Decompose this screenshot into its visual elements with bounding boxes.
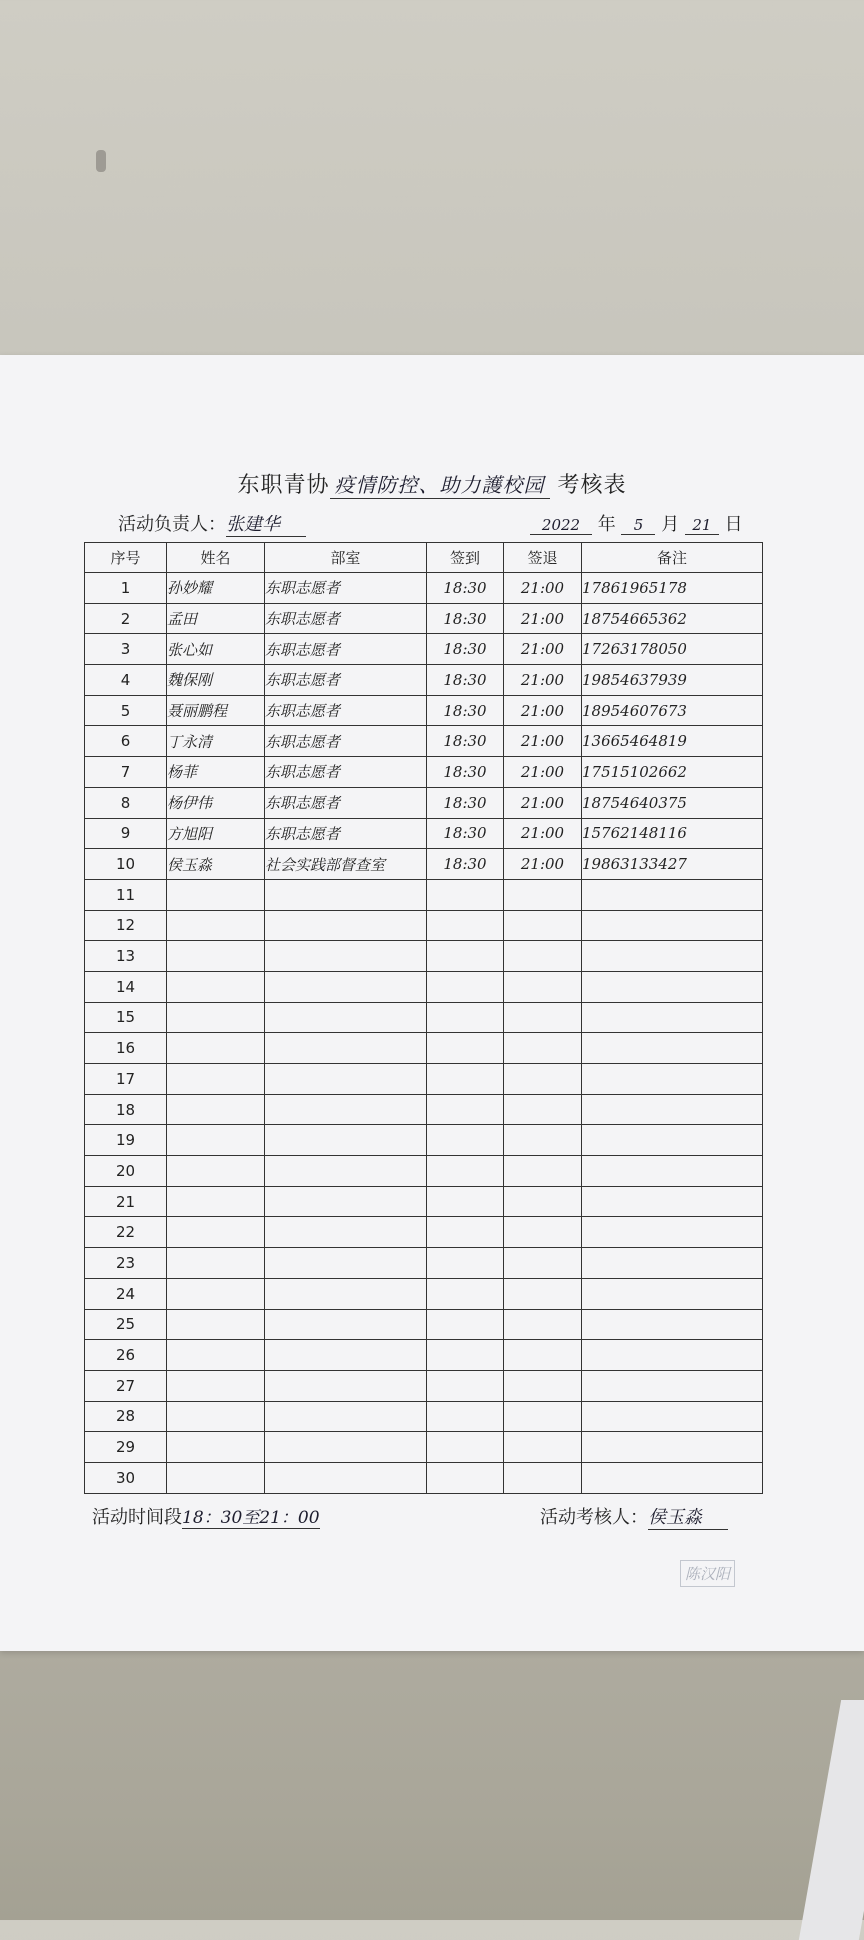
row-sign-in	[427, 1462, 504, 1493]
row-name	[167, 1002, 265, 1033]
table-row	[85, 695, 763, 726]
row-index: 5	[85, 695, 167, 726]
row-name	[167, 971, 265, 1002]
row-sign-in	[427, 910, 504, 941]
row-name	[167, 941, 265, 972]
row-sign-out: 21:00	[504, 818, 582, 849]
row-sign-in	[427, 1248, 504, 1279]
table-row	[85, 665, 763, 696]
row-sign-in	[427, 1217, 504, 1248]
form-title	[0, 468, 864, 499]
row-sign-out	[504, 1094, 582, 1125]
row-name	[167, 1278, 265, 1309]
row-index: 18	[85, 1094, 167, 1125]
reviewer-signature: 侯玉淼	[648, 1503, 728, 1530]
row-index: 20	[85, 1156, 167, 1187]
row-name: 聂丽鹏程	[167, 695, 265, 726]
row-sign-in	[427, 1064, 504, 1095]
row-name: 孟田	[167, 603, 265, 634]
row-department	[265, 1186, 427, 1217]
row-name	[167, 1033, 265, 1064]
table-row	[85, 1064, 763, 1095]
row-remarks: 18754665362	[582, 603, 763, 634]
table-row	[85, 1186, 763, 1217]
row-name	[167, 1401, 265, 1432]
row-index: 1	[85, 573, 167, 604]
row-sign-out	[504, 1033, 582, 1064]
row-department	[265, 1248, 427, 1279]
leader-name-handwritten: 张建华	[226, 510, 306, 537]
row-remarks: 17263178050	[582, 634, 763, 665]
header-name: 姓名	[167, 543, 265, 573]
row-sign-out	[504, 1432, 582, 1463]
table-row	[85, 1401, 763, 1432]
row-sign-in	[427, 1432, 504, 1463]
row-name: 丁永清	[167, 726, 265, 757]
reviewer-label: 活动考核人：	[540, 1507, 648, 1528]
row-department	[265, 1002, 427, 1033]
row-sign-in	[427, 1370, 504, 1401]
row-index: 7	[85, 757, 167, 788]
time-label: 活动时间段	[92, 1507, 182, 1528]
row-index: 17	[85, 1064, 167, 1095]
header-index: 序号	[85, 543, 167, 573]
row-sign-out	[504, 1248, 582, 1279]
table-row	[85, 757, 763, 788]
table-row	[85, 1278, 763, 1309]
row-sign-in	[427, 1033, 504, 1064]
row-index: 25	[85, 1309, 167, 1340]
table-row	[85, 603, 763, 634]
time-period-row	[92, 1503, 320, 1529]
row-name	[167, 1340, 265, 1371]
row-remarks	[582, 1370, 763, 1401]
row-sign-in: 18:30	[427, 634, 504, 665]
row-sign-in: 18:30	[427, 757, 504, 788]
row-department	[265, 941, 427, 972]
row-remarks	[582, 1156, 763, 1187]
row-sign-in: 18:30	[427, 849, 504, 880]
row-sign-in	[427, 941, 504, 972]
row-remarks: 13665464819	[582, 726, 763, 757]
row-department	[265, 879, 427, 910]
table-row	[85, 634, 763, 665]
row-sign-out	[504, 1125, 582, 1156]
table-row	[85, 1432, 763, 1463]
row-sign-in: 18:30	[427, 573, 504, 604]
date-day: 21	[685, 516, 719, 535]
row-sign-out	[504, 1370, 582, 1401]
row-remarks	[582, 1462, 763, 1493]
table-row	[85, 1462, 763, 1493]
row-remarks: 18954607673	[582, 695, 763, 726]
row-sign-in	[427, 971, 504, 1002]
row-index: 12	[85, 910, 167, 941]
row-index: 10	[85, 849, 167, 880]
row-sign-in	[427, 1340, 504, 1371]
day-label: 日	[724, 514, 743, 535]
row-department	[265, 1370, 427, 1401]
row-sign-out: 21:00	[504, 573, 582, 604]
row-index: 19	[85, 1125, 167, 1156]
row-remarks	[582, 971, 763, 1002]
row-sign-in: 18:30	[427, 787, 504, 818]
row-sign-out: 21:00	[504, 787, 582, 818]
row-remarks	[582, 910, 763, 941]
row-sign-in: 18:30	[427, 726, 504, 757]
row-remarks	[582, 879, 763, 910]
row-remarks: 17861965178	[582, 573, 763, 604]
row-name: 杨菲	[167, 757, 265, 788]
row-department: 东职志愿者	[265, 818, 427, 849]
row-index: 4	[85, 665, 167, 696]
row-sign-out	[504, 1064, 582, 1095]
row-sign-out	[504, 941, 582, 972]
row-sign-in	[427, 1309, 504, 1340]
row-sign-out	[504, 1217, 582, 1248]
row-department: 东职志愿者	[265, 665, 427, 696]
row-department: 东职志愿者	[265, 573, 427, 604]
row-sign-out: 21:00	[504, 695, 582, 726]
reviewer-row	[540, 1503, 728, 1530]
title-prefix: 东职青协	[237, 473, 330, 498]
row-name: 杨伊伟	[167, 787, 265, 818]
table-row	[85, 1002, 763, 1033]
row-department: 东职志愿者	[265, 603, 427, 634]
table-row	[85, 1156, 763, 1187]
row-department: 东职志愿者	[265, 695, 427, 726]
table-header-row	[85, 543, 763, 573]
row-sign-in	[427, 1125, 504, 1156]
row-index: 8	[85, 787, 167, 818]
row-department	[265, 1125, 427, 1156]
row-name: 张心如	[167, 634, 265, 665]
row-index: 13	[85, 941, 167, 972]
row-sign-in: 18:30	[427, 665, 504, 696]
row-sign-in: 18:30	[427, 695, 504, 726]
header-remarks: 备注	[582, 543, 763, 573]
row-name	[167, 1217, 265, 1248]
row-remarks	[582, 1186, 763, 1217]
attendance-table	[84, 542, 763, 1494]
header-sign-out: 签退	[504, 543, 582, 573]
table-row	[85, 726, 763, 757]
row-name	[167, 1309, 265, 1340]
row-remarks	[582, 1125, 763, 1156]
table-row	[85, 971, 763, 1002]
row-remarks: 19854637939	[582, 665, 763, 696]
row-remarks: 19863133427	[582, 849, 763, 880]
row-index: 6	[85, 726, 167, 757]
wall-mark	[96, 150, 106, 172]
row-department	[265, 910, 427, 941]
row-department	[265, 1217, 427, 1248]
row-sign-in	[427, 1278, 504, 1309]
table-body	[85, 573, 763, 1494]
row-remarks: 18754640375	[582, 787, 763, 818]
table-row	[85, 818, 763, 849]
row-remarks: 17515102662	[582, 757, 763, 788]
table-row	[85, 1309, 763, 1340]
header-sign-in: 签到	[427, 543, 504, 573]
row-department: 东职志愿者	[265, 634, 427, 665]
row-name: 侯玉淼	[167, 849, 265, 880]
row-sign-out: 21:00	[504, 726, 582, 757]
title-suffix: 考核表	[557, 473, 627, 498]
table-row	[85, 1217, 763, 1248]
row-index: 15	[85, 1002, 167, 1033]
table-row	[85, 1125, 763, 1156]
table-row	[85, 1248, 763, 1279]
row-sign-out: 21:00	[504, 603, 582, 634]
row-remarks	[582, 1217, 763, 1248]
row-department	[265, 1094, 427, 1125]
row-sign-out	[504, 1462, 582, 1493]
row-index: 27	[85, 1370, 167, 1401]
row-sign-in	[427, 1401, 504, 1432]
row-remarks	[582, 1033, 763, 1064]
row-name	[167, 1248, 265, 1279]
row-sign-out	[504, 1340, 582, 1371]
row-department: 东职志愿者	[265, 726, 427, 757]
table-row	[85, 573, 763, 604]
row-index: 26	[85, 1340, 167, 1371]
row-department	[265, 971, 427, 1002]
row-sign-in: 18:30	[427, 818, 504, 849]
row-sign-in: 18:30	[427, 603, 504, 634]
row-sign-out: 21:00	[504, 634, 582, 665]
row-name	[167, 879, 265, 910]
row-name: 魏保刚	[167, 665, 265, 696]
row-name	[167, 1064, 265, 1095]
row-remarks	[582, 1432, 763, 1463]
row-index: 23	[85, 1248, 167, 1279]
faint-stamp: 陈汉阳	[680, 1560, 735, 1587]
row-index: 24	[85, 1278, 167, 1309]
row-name	[167, 1125, 265, 1156]
row-sign-out: 21:00	[504, 849, 582, 880]
row-department	[265, 1278, 427, 1309]
row-department: 东职志愿者	[265, 757, 427, 788]
row-sign-out	[504, 1309, 582, 1340]
table-row	[85, 787, 763, 818]
table-row	[85, 849, 763, 880]
row-remarks: 15762148116	[582, 818, 763, 849]
leader-label: 活动负责人：	[118, 514, 226, 535]
row-remarks	[582, 1401, 763, 1432]
table-row	[85, 941, 763, 972]
row-sign-in	[427, 1156, 504, 1187]
row-name	[167, 910, 265, 941]
row-index: 3	[85, 634, 167, 665]
table-row	[85, 1370, 763, 1401]
month-label: 月	[661, 514, 680, 535]
row-remarks	[582, 941, 763, 972]
year-label: 年	[597, 514, 616, 535]
row-index: 21	[85, 1186, 167, 1217]
table-row	[85, 1033, 763, 1064]
row-remarks	[582, 1278, 763, 1309]
row-name	[167, 1094, 265, 1125]
row-sign-in	[427, 1186, 504, 1217]
row-department	[265, 1340, 427, 1371]
table-row	[85, 910, 763, 941]
row-sign-out: 21:00	[504, 757, 582, 788]
row-name	[167, 1370, 265, 1401]
row-index: 16	[85, 1033, 167, 1064]
row-index: 22	[85, 1217, 167, 1248]
row-sign-in	[427, 1094, 504, 1125]
row-department	[265, 1064, 427, 1095]
row-name: 方旭阳	[167, 818, 265, 849]
row-sign-out	[504, 879, 582, 910]
row-name: 孙妙耀	[167, 573, 265, 604]
row-department	[265, 1033, 427, 1064]
date-month: 5	[621, 516, 655, 535]
row-department: 东职志愿者	[265, 787, 427, 818]
row-sign-in	[427, 1002, 504, 1033]
row-index: 30	[85, 1462, 167, 1493]
table-row	[85, 1094, 763, 1125]
row-remarks	[582, 1094, 763, 1125]
row-index: 29	[85, 1432, 167, 1463]
row-name	[167, 1156, 265, 1187]
row-name	[167, 1432, 265, 1463]
row-sign-out: 21:00	[504, 665, 582, 696]
row-sign-in	[427, 879, 504, 910]
row-department	[265, 1432, 427, 1463]
row-remarks	[582, 1064, 763, 1095]
row-index: 14	[85, 971, 167, 1002]
row-name	[167, 1462, 265, 1493]
row-department	[265, 1462, 427, 1493]
header-department: 部室	[265, 543, 427, 573]
row-index: 11	[85, 879, 167, 910]
row-department: 社会实践部督查室	[265, 849, 427, 880]
row-index: 28	[85, 1401, 167, 1432]
row-sign-out	[504, 1156, 582, 1187]
date-year: 2022	[530, 516, 592, 535]
table-surface-background	[0, 1650, 864, 1920]
time-value-handwritten: 18：30至21：00	[182, 1508, 320, 1528]
date-row	[530, 510, 743, 536]
row-department	[265, 1401, 427, 1432]
row-sign-out	[504, 971, 582, 1002]
row-index: 9	[85, 818, 167, 849]
row-remarks	[582, 1340, 763, 1371]
leader-row	[118, 510, 306, 537]
row-sign-out	[504, 1278, 582, 1309]
row-remarks	[582, 1248, 763, 1279]
row-remarks	[582, 1002, 763, 1033]
table-row	[85, 1340, 763, 1371]
row-sign-out	[504, 1002, 582, 1033]
title-activity-handwritten: 疫情防控、助力護校园	[330, 469, 550, 499]
row-sign-out	[504, 1186, 582, 1217]
row-department	[265, 1309, 427, 1340]
row-remarks	[582, 1309, 763, 1340]
row-index: 2	[85, 603, 167, 634]
table-row	[85, 879, 763, 910]
row-name	[167, 1186, 265, 1217]
row-department	[265, 1156, 427, 1187]
row-sign-out	[504, 910, 582, 941]
row-sign-out	[504, 1401, 582, 1432]
